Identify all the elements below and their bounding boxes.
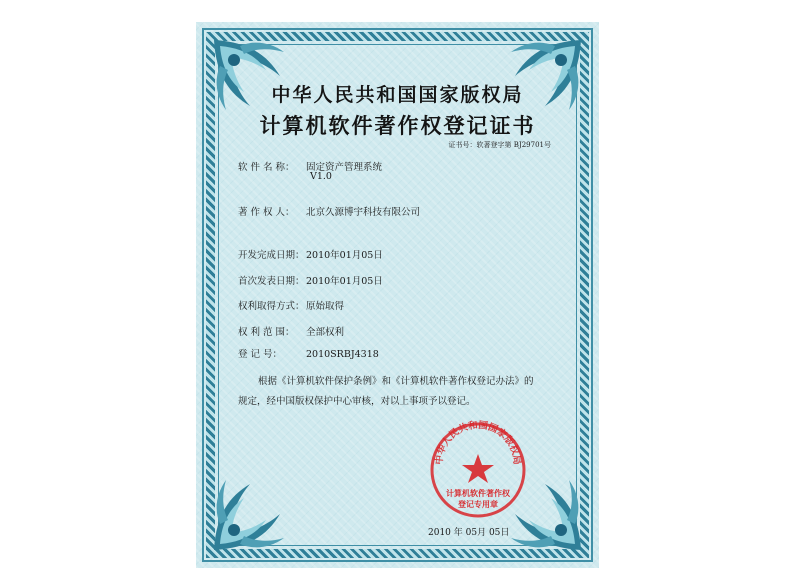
field-label: 权利取得方式：	[238, 301, 305, 312]
field-label: 软 件 名 称：	[238, 162, 295, 173]
field-value: 原始取得	[306, 301, 345, 312]
field-value: 2010年01月05日	[306, 250, 383, 261]
field-value: 北京久源博宇科技有限公司	[306, 207, 421, 218]
seal-line-2: 登记专用章	[458, 499, 498, 509]
field-value: 2010SRBJ4318	[306, 349, 379, 360]
corner-ornament-icon	[210, 476, 288, 554]
field-label: 首次发表日期：	[238, 276, 305, 287]
official-seal	[428, 420, 528, 520]
field-publication-date	[238, 273, 383, 287]
field-value: 全部权利	[306, 327, 345, 338]
statement-line: 根据《计算机软件保护条例》和《计算机软件著作权登记办法》的	[258, 376, 534, 387]
seal-line-1: 计算机软件著作权	[446, 488, 510, 498]
field-registration-number	[238, 346, 379, 360]
seal-ring-text: 中华人民共和国国家版权局	[433, 420, 523, 466]
certificate-title: 计算机软件著作权登记证书	[259, 113, 536, 138]
field-value: 固定资产管理系统	[306, 162, 383, 173]
issuing-agency: 中华人民共和国国家版权局	[271, 84, 524, 106]
certificate	[196, 22, 599, 568]
field-acquisition-method	[238, 298, 344, 312]
field-completion-date	[238, 247, 383, 261]
field-copyright-owner	[238, 204, 420, 218]
field-label: 著 作 权 人：	[238, 207, 295, 218]
field-rights-scope	[238, 324, 344, 338]
registration-statement	[238, 372, 558, 412]
field-label: 权 利 范 围：	[238, 327, 295, 338]
issue-date: 2010 年 05月 05日	[428, 528, 510, 538]
field-label: 登 记 号：	[238, 349, 283, 360]
star-icon	[462, 454, 494, 483]
software-version: V1.0	[310, 171, 332, 182]
field-label: 开发完成日期：	[238, 250, 305, 261]
statement-line: 规定，经中国版权保护中心审核，对以上事项予以登记。	[238, 396, 476, 407]
certificate-number: 证书号：软著登字第 BJ29701号	[448, 141, 551, 149]
field-value: 2010年01月05日	[306, 276, 383, 287]
